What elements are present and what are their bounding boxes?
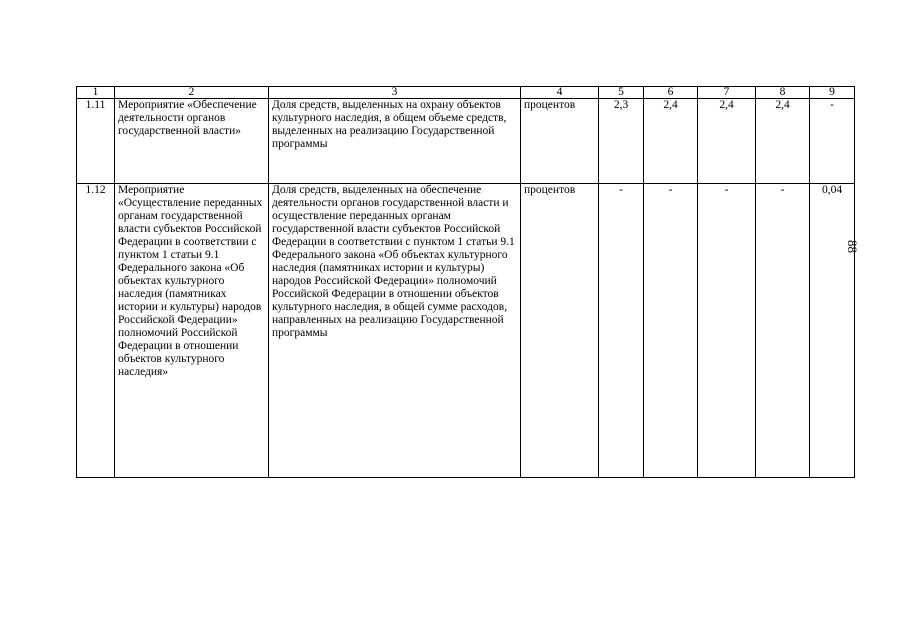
value-cell-8: 2,4 [756,99,810,184]
event-cell: Мероприятие «Обеспечение деятельности органов государственной власти» [115,99,269,184]
indicator-cell: Доля средств, выделенных на обеспечение деятельности органов государственной власти и осуществление переданных органам государственной власти субъектов Российской Федерации в соответствии с пунктом 1 статьи 9.1 Федерального закона «Об объектах культурного наследия (памятниках истории и культуры) народов Российской Федерации» полномочий Российской Федерации в отношении объектов культурного наследия, в общей сумме расходов, направленных на реализацию Государственной программы [269,184,521,478]
value-cell-7: - [698,184,756,478]
table-header-row [77,87,855,99]
value-cell-5: 2,3 [599,99,644,184]
table-row [77,99,855,184]
value-cell-6: - [644,184,698,478]
row-id: 1.11 [77,99,115,184]
value-cell-5: - [599,184,644,478]
unit-cell: процентов [521,99,599,184]
header-cell: 5 [599,87,644,99]
header-cell: 6 [644,87,698,99]
header-cell: 2 [115,87,269,99]
value-cell-8: - [756,184,810,478]
value-cell-6: 2,4 [644,99,698,184]
header-cell: 3 [269,87,521,99]
header-cell: 1 [77,87,115,99]
value-cell-9: 0,04 [810,184,855,478]
header-cell: 9 [810,87,855,99]
table-row [77,184,855,478]
header-cell: 4 [521,87,599,99]
unit-cell: процентов [521,184,599,478]
indicators-table [76,86,855,478]
header-cell: 7 [698,87,756,99]
header-cell: 8 [756,87,810,99]
row-id: 1.12 [77,184,115,478]
value-cell-7: 2,4 [698,99,756,184]
value-cell-9: - [810,99,855,184]
page-number: 88 [845,240,860,253]
indicator-cell: Доля средств, выделенных на охрану объектов культурного наследия, в общем объеме средств, выделенных на реализацию Государственной программы [269,99,521,184]
event-cell: Мероприятие «Осуществление переданных органам государственной власти субъектов Российской Федерации в соответствии с пунктом 1 статьи 9.1 Федерального закона «Об объектах культурного наследия (памятниках истории и культуры) народов Российской Федерации» полномочий Российской Федерации в отношении объектов культурного наследия» [115,184,269,478]
